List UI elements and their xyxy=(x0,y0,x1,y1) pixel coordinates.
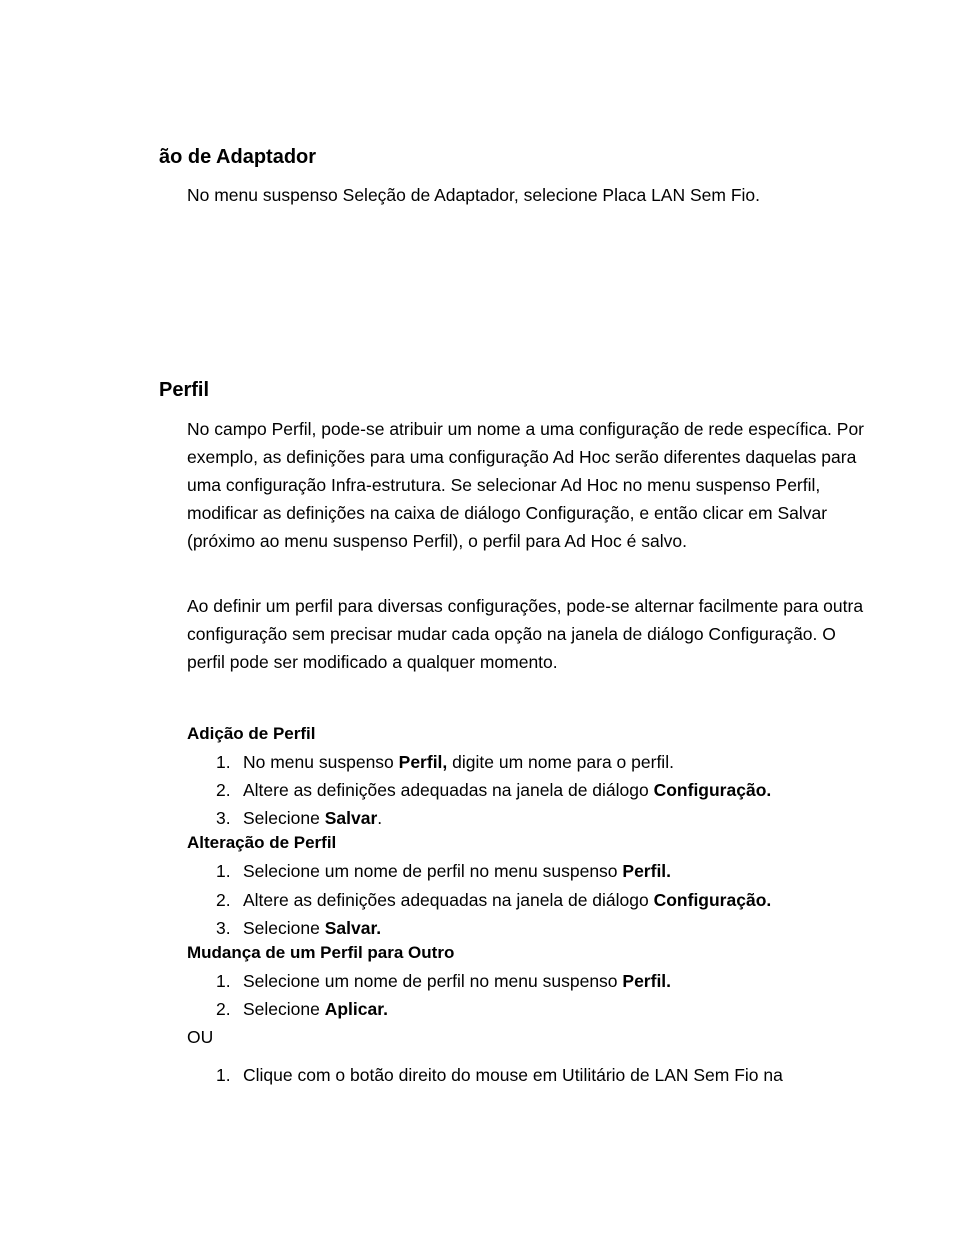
list-number: 3. xyxy=(216,808,231,828)
list-bold-text: Configuração. xyxy=(653,780,772,800)
profile-paragraph-1: No campo Perfil, pode-se atribuir um nome a uma configuração de rede específica. Por exemplo, as definições para uma configuração Ad Hoc serão diferentes daquelas para uma configuração Infra-estrutura. Se selecionar Ad Hoc no menu suspenso Perfil, modificar as definições na caixa de diálogo Configuração, e então clicar em Salvar (próximo ao menu suspenso Perfil), o perfil para Ad Hoc é salvo. xyxy=(187,419,865,551)
list-bold-text: Salvar xyxy=(324,808,378,828)
switch-profile-heading: Mudança de um Perfil para Outro xyxy=(187,943,455,962)
list-text: Selecione um nome de perfil no menu suspenso xyxy=(243,861,623,881)
list-text: No menu suspenso xyxy=(243,752,399,772)
list-item xyxy=(216,888,771,912)
list-number: 1. xyxy=(216,1065,231,1085)
list-text: Selecione xyxy=(243,999,325,1019)
list-bold-text: Aplicar. xyxy=(324,999,388,1019)
adapter-section-paragraph: No menu suspenso Seleção de Adaptador, selecione Placa LAN Sem Fio. xyxy=(187,185,760,205)
list-text-after: . xyxy=(377,808,383,828)
list-bold-text: Perfil, xyxy=(398,752,448,772)
list-item xyxy=(216,806,382,830)
list-item xyxy=(216,997,388,1021)
list-item xyxy=(216,916,381,940)
adapter-section-heading: ão de Adaptador xyxy=(159,146,317,168)
add-profile-heading: Adição de Perfil xyxy=(187,724,316,743)
profile-paragraph-2: Ao definir um perfil para diversas configurações, pode-se alternar facilmente para outra configuração sem precisar mudar cada opção na janela de diálogo Configuração. O perfil pode ser modificado a qualquer momento. xyxy=(187,596,864,672)
list-number: 2. xyxy=(216,890,231,910)
list-number: 1. xyxy=(216,752,231,772)
list-bold-text: Perfil. xyxy=(622,971,672,991)
list-text: Altere as definições adequadas na janela de diálogo xyxy=(243,780,654,800)
list-bold-text: Perfil. xyxy=(622,861,672,881)
list-bold-text: Salvar. xyxy=(324,918,382,938)
profile-section-heading: Perfil xyxy=(159,379,210,401)
list-text: Altere as definições adequadas na janela de diálogo xyxy=(243,890,654,910)
list-number: 3. xyxy=(216,918,231,938)
list-item xyxy=(216,1063,783,1087)
list-item xyxy=(216,969,671,993)
list-number: 1. xyxy=(216,971,231,991)
list-number: 2. xyxy=(216,780,231,800)
list-bold-text: Configuração. xyxy=(653,890,772,910)
list-text-after: digite um nome para o perfil. xyxy=(447,752,674,772)
list-number: 2. xyxy=(216,999,231,1019)
list-number: 1. xyxy=(216,861,231,881)
or-label: OU xyxy=(187,1027,214,1047)
list-text: Clique com o botão direito do mouse em Utilitário de LAN Sem Fio na xyxy=(243,1065,783,1085)
list-text: Selecione xyxy=(243,918,325,938)
list-text: Selecione um nome de perfil no menu suspenso xyxy=(243,971,623,991)
list-text: Selecione xyxy=(243,808,325,828)
list-item xyxy=(216,778,771,802)
list-item xyxy=(216,750,674,774)
change-profile-heading: Alteração de Perfil xyxy=(187,833,337,852)
list-item xyxy=(216,859,671,883)
